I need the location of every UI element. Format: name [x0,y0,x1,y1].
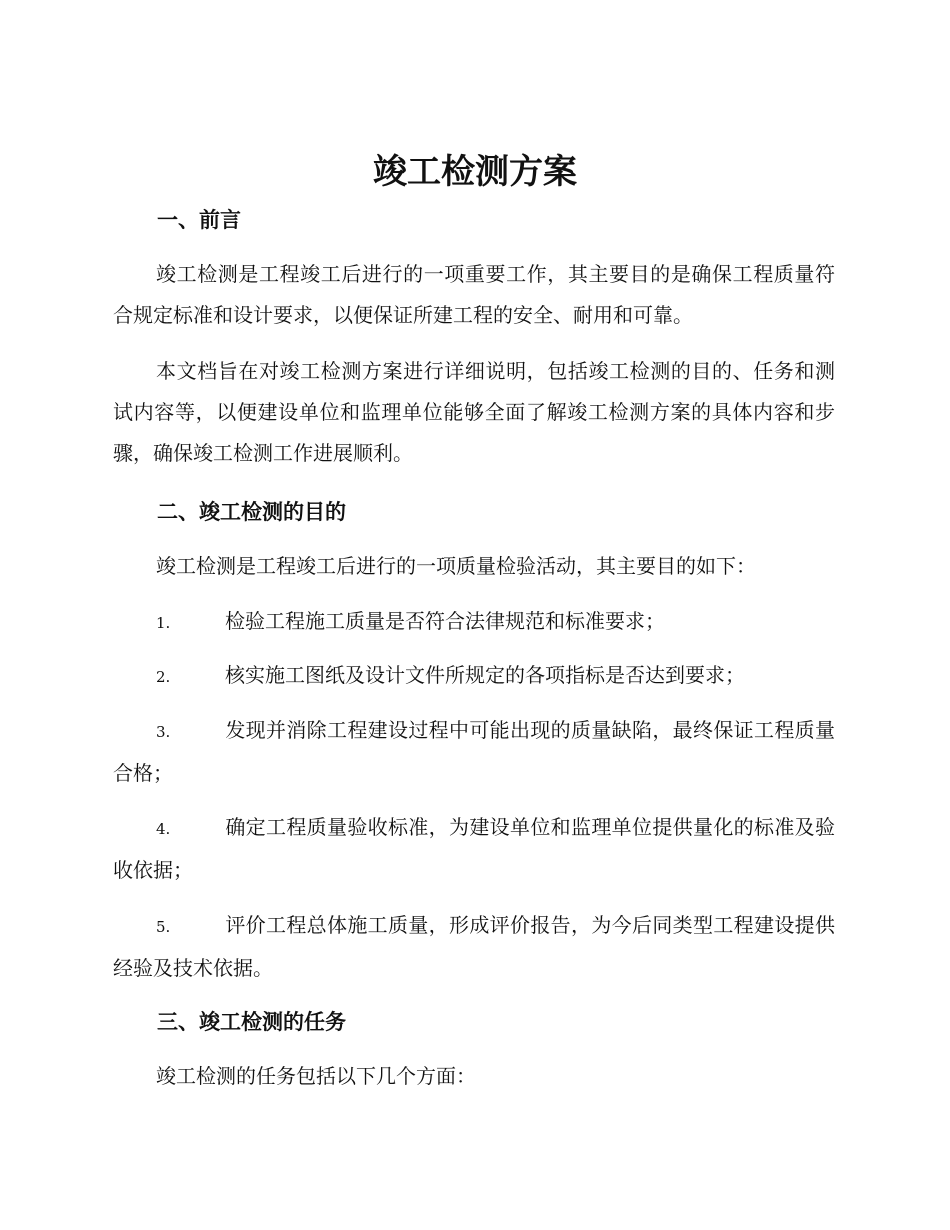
section-heading-purpose: 二、竣工检测的目的 [157,500,346,524]
list-item-number: 4. [156,820,171,838]
list-item-number: 5. [156,918,171,936]
section-heading-tasks: 三、竣工检测的任务 [157,1010,346,1034]
list-item [113,601,835,644]
list-item [113,905,835,989]
paragraph: 本文档旨在对竣工检测方案进行详细说明，包括竣工检测的目的、任务和测试内容等，以便建设单位和监理单位能够全面了解竣工检测方案的具体内容和步骤，确保竣工检测工作进展顺利。 [113,359,835,465]
list-item-number: 2. [156,668,171,686]
list-item-number: 1. [156,614,171,632]
list-item-text: 发现并消除工程建设过程中可能出现的质量缺陷，最终保证工程质量合格； [113,718,835,785]
document-title: 竣工检测方案 [373,152,577,192]
list-item-text: 核实施工图纸及设计文件所规定的各项指标是否达到要求； [225,663,745,687]
section-heading-preface: 一、前言 [157,208,241,232]
paragraph: 竣工检测是工程竣工后进行的一项质量检验活动，其主要目的如下： [156,554,756,578]
list-item [113,655,835,698]
list-item-text: 评价工程总体施工质量，形成评价报告，为今后同类型工程建设提供经验及技术依据。 [113,913,835,980]
list-item [113,710,835,794]
list-item-text: 确定工程质量验收标准，为建设单位和监理单位提供量化的标准及验收依据； [113,815,835,882]
list-item [113,807,835,891]
list-item-text: 检验工程施工质量是否符合法律规范和标准要求； [225,609,665,633]
paragraph: 竣工检测的任务包括以下几个方面： [156,1064,476,1088]
paragraph: 竣工检测是工程竣工后进行的一项重要工作，其主要目的是确保工程质量符合规定标准和设计要求，以便保证所建工程的安全、耐用和可靠。 [113,262,835,327]
list-item-number: 3. [156,723,171,741]
